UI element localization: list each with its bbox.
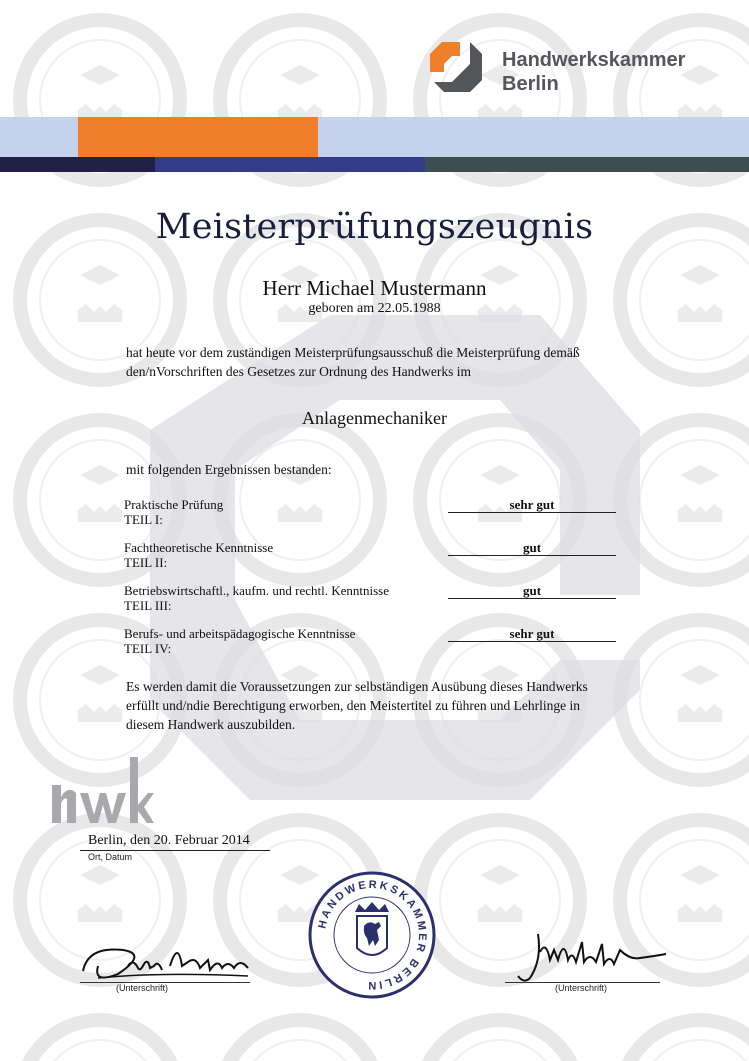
result-part: TEIL II:	[124, 555, 168, 570]
results-intro: mit folgenden Ergebnissen bestanden:	[126, 462, 332, 477]
seal-text: HANDWERKSKAMMER BERLIN	[316, 878, 429, 992]
header-stripe-blue	[155, 157, 425, 172]
intro-line-1: hat heute vor dem zuständigen Meisterprüfungsausschuß die Meisterprüfung demäß	[126, 345, 580, 360]
intro-line-2: den/nVorschriften des Gesetzes zur Ordnung des Handwerks im	[126, 364, 472, 379]
result-grade: sehr gut	[448, 497, 616, 513]
closing-line-3: diesem Handwerk auszubilden.	[126, 717, 296, 732]
closing-line-2: erfüllt und/ndie Berechtigung erworben, den Meistertitel zu führen und Lehrlinge in	[126, 698, 580, 713]
org-name	[502, 48, 685, 96]
place-date-caption: Ort, Datum	[88, 852, 133, 862]
place-date-line	[80, 850, 270, 851]
closing-line-1: Es werden damit die Voraussetzungen zur selbständigen Ausübung dieses Handwerks	[126, 679, 588, 694]
closing-text	[126, 677, 626, 734]
result-subject: Betriebswirtschaftl., kaufm. und rechtl. Kenntnisse	[124, 583, 389, 598]
official-seal	[307, 870, 437, 1000]
header-stripe-orange	[78, 117, 318, 157]
result-part: TEIL IV:	[124, 641, 172, 656]
birth-date: geboren am 22.05.1988	[308, 301, 441, 316]
result-subject: Berufs- und arbeitspädagogische Kenntnisse	[124, 626, 356, 641]
signature-right-image	[510, 930, 670, 985]
trade-name: Anlagenmechaniker	[302, 408, 447, 428]
signature-left-image	[78, 936, 258, 986]
place-date: Berlin, den 20. Februar 2014	[88, 833, 250, 848]
org-name-line1: Handwerkskammer	[502, 49, 686, 71]
result-grade: gut	[448, 583, 616, 599]
intro-text	[126, 343, 626, 381]
signature-right-caption: (Unterschrift)	[555, 983, 608, 993]
certificate-title: Meisterprüfungszeugnis	[155, 207, 594, 247]
hwk-wordmark-logo	[50, 755, 154, 825]
holder-name: Herr Michael Mustermann	[262, 276, 487, 300]
result-subject: Praktische Prüfung	[124, 497, 224, 512]
signature-left-caption: (Unterschrift)	[116, 983, 169, 993]
result-row	[124, 626, 355, 656]
result-row	[124, 540, 273, 570]
header-stripe-grey	[425, 157, 749, 172]
result-subject: Fachtheoretische Kenntnisse	[124, 540, 274, 555]
result-part: TEIL III:	[124, 598, 172, 613]
hwk-logo-icon	[430, 42, 482, 92]
result-grade: sehr gut	[448, 626, 616, 642]
result-grade: gut	[448, 540, 616, 556]
result-part: TEIL I:	[124, 512, 163, 527]
result-row	[124, 583, 389, 613]
org-name-line2: Berlin	[502, 73, 559, 95]
result-row	[124, 497, 223, 527]
